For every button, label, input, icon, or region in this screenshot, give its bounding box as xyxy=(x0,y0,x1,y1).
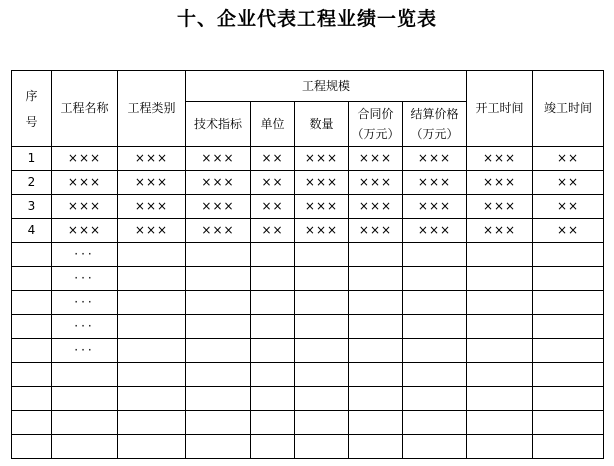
contract-price-cell xyxy=(349,411,403,435)
project-name-cell: ××× xyxy=(52,147,118,171)
quantity-cell: ××× xyxy=(295,147,349,171)
table-row xyxy=(12,267,604,291)
table-row xyxy=(12,387,604,411)
header-row-top xyxy=(12,71,604,102)
unit-cell xyxy=(251,411,295,435)
tech-index-cell: ××× xyxy=(186,195,251,219)
header-scale: 工程规模 xyxy=(186,71,467,102)
quantity-cell xyxy=(295,387,349,411)
quantity-cell: ××× xyxy=(295,219,349,243)
header-start-time: 开工时间 xyxy=(467,71,533,147)
table-row xyxy=(12,291,604,315)
header-project-name: 工程名称 xyxy=(52,71,118,147)
end-time-cell xyxy=(533,435,604,459)
project-type-cell xyxy=(118,339,186,363)
settle-price-cell xyxy=(403,243,467,267)
quantity-cell xyxy=(295,435,349,459)
settle-price-cell xyxy=(403,291,467,315)
quantity-cell xyxy=(295,363,349,387)
quantity-cell xyxy=(295,291,349,315)
settle-price-cell xyxy=(403,435,467,459)
project-name-cell xyxy=(52,387,118,411)
unit-cell xyxy=(251,339,295,363)
project-name-cell: ··· xyxy=(52,339,118,363)
end-time-cell: ×× xyxy=(533,195,604,219)
tech-index-cell: ××× xyxy=(186,147,251,171)
header-unit: 单位 xyxy=(251,102,295,147)
contract-price-cell xyxy=(349,363,403,387)
table-row xyxy=(12,171,604,195)
settle-price-cell xyxy=(403,387,467,411)
contract-price-cell xyxy=(349,267,403,291)
quantity-cell xyxy=(295,243,349,267)
header-project-type: 工程类别 xyxy=(118,71,186,147)
tech-index-cell xyxy=(186,315,251,339)
table-row xyxy=(12,243,604,267)
tech-index-cell xyxy=(186,411,251,435)
project-name-cell: ××× xyxy=(52,219,118,243)
unit-cell: ×× xyxy=(251,171,295,195)
unit-cell: ×× xyxy=(251,219,295,243)
contract-price-cell xyxy=(349,315,403,339)
project-type-cell xyxy=(118,363,186,387)
header-seq-bottom: 号 xyxy=(25,114,38,129)
project-type-cell xyxy=(118,387,186,411)
settle-price-cell xyxy=(403,315,467,339)
seq-cell xyxy=(12,435,52,459)
unit-cell xyxy=(251,243,295,267)
project-type-cell xyxy=(118,291,186,315)
end-time-cell xyxy=(533,243,604,267)
end-time-cell: ×× xyxy=(533,171,604,195)
project-name-cell xyxy=(52,411,118,435)
start-time-cell xyxy=(467,435,533,459)
start-time-cell xyxy=(467,315,533,339)
start-time-cell: ××× xyxy=(467,219,533,243)
tech-index-cell xyxy=(186,363,251,387)
settle-price-cell: ××× xyxy=(403,171,467,195)
header-seq xyxy=(12,71,52,147)
project-name-cell: ··· xyxy=(52,267,118,291)
seq-cell xyxy=(12,411,52,435)
project-name-cell: ××× xyxy=(52,171,118,195)
start-time-cell xyxy=(467,267,533,291)
tech-index-cell: ××× xyxy=(186,171,251,195)
tech-index-cell xyxy=(186,291,251,315)
project-name-cell xyxy=(52,363,118,387)
quantity-cell xyxy=(295,315,349,339)
contract-price-cell: ××× xyxy=(349,195,403,219)
project-type-cell xyxy=(118,435,186,459)
unit-cell xyxy=(251,315,295,339)
end-time-cell xyxy=(533,387,604,411)
seq-cell xyxy=(12,387,52,411)
settle-price-cell xyxy=(403,411,467,435)
project-type-cell xyxy=(118,315,186,339)
page-title: 十、企业代表工程业绩一览表 xyxy=(176,8,437,30)
unit-cell: ×× xyxy=(251,195,295,219)
start-time-cell xyxy=(467,411,533,435)
start-time-cell: ××× xyxy=(467,195,533,219)
project-type-cell: ××× xyxy=(118,195,186,219)
end-time-cell xyxy=(533,267,604,291)
quantity-cell: ××× xyxy=(295,171,349,195)
unit-cell xyxy=(251,387,295,411)
end-time-cell xyxy=(533,411,604,435)
project-name-cell xyxy=(52,435,118,459)
header-end-time: 竣工时间 xyxy=(533,71,604,147)
tech-index-cell xyxy=(186,435,251,459)
settle-price-cell: ××× xyxy=(403,195,467,219)
header-contract-price-label: 合同价 xyxy=(357,106,394,121)
unit-cell: ×× xyxy=(251,147,295,171)
table-row xyxy=(12,339,604,363)
end-time-cell xyxy=(533,291,604,315)
seq-cell xyxy=(12,339,52,363)
start-time-cell: ××× xyxy=(467,171,533,195)
end-time-cell xyxy=(533,363,604,387)
start-time-cell xyxy=(467,339,533,363)
project-type-cell xyxy=(118,411,186,435)
header-quantity: 数量 xyxy=(295,102,349,147)
quantity-cell: ××× xyxy=(295,195,349,219)
contract-price-cell xyxy=(349,435,403,459)
table-row xyxy=(12,411,604,435)
start-time-cell xyxy=(467,387,533,411)
end-time-cell xyxy=(533,339,604,363)
quantity-cell xyxy=(295,339,349,363)
seq-cell xyxy=(12,243,52,267)
header-settle-price-unit: （万元） xyxy=(410,127,459,141)
table-row xyxy=(12,363,604,387)
table-row xyxy=(12,195,604,219)
project-type-cell xyxy=(118,267,186,291)
seq-cell: 2 xyxy=(12,171,52,195)
settle-price-cell xyxy=(403,363,467,387)
contract-price-cell: ××× xyxy=(349,147,403,171)
tech-index-cell xyxy=(186,339,251,363)
header-contract-price-unit: （万元） xyxy=(351,127,400,141)
settle-price-cell: ××× xyxy=(403,219,467,243)
project-type-cell: ××× xyxy=(118,147,186,171)
tech-index-cell xyxy=(186,243,251,267)
project-name-cell: ××× xyxy=(52,195,118,219)
contract-price-cell xyxy=(349,243,403,267)
quantity-cell xyxy=(295,267,349,291)
unit-cell xyxy=(251,267,295,291)
tech-index-cell xyxy=(186,387,251,411)
seq-cell: 3 xyxy=(12,195,52,219)
seq-cell xyxy=(12,315,52,339)
seq-cell xyxy=(12,267,52,291)
contract-price-cell: ××× xyxy=(349,219,403,243)
seq-cell xyxy=(12,363,52,387)
start-time-cell xyxy=(467,291,533,315)
start-time-cell: ××× xyxy=(467,147,533,171)
unit-cell xyxy=(251,291,295,315)
project-name-cell: ··· xyxy=(52,315,118,339)
settle-price-cell: ××× xyxy=(403,147,467,171)
project-type-cell xyxy=(118,243,186,267)
end-time-cell: ×× xyxy=(533,147,604,171)
contract-price-cell: ××× xyxy=(349,171,403,195)
tech-index-cell: ××× xyxy=(186,219,251,243)
performance-table xyxy=(11,70,604,459)
start-time-cell xyxy=(467,243,533,267)
table-row xyxy=(12,147,604,171)
seq-cell xyxy=(12,291,52,315)
header-settle-price xyxy=(403,102,467,147)
header-tech-index: 技术指标 xyxy=(186,102,251,147)
contract-price-cell xyxy=(349,387,403,411)
quantity-cell xyxy=(295,411,349,435)
project-name-cell: ··· xyxy=(52,243,118,267)
unit-cell xyxy=(251,363,295,387)
header-settle-price-label: 结算价格 xyxy=(410,106,459,121)
contract-price-cell xyxy=(349,291,403,315)
table-row xyxy=(12,315,604,339)
table-row xyxy=(12,435,604,459)
seq-cell: 1 xyxy=(12,147,52,171)
unit-cell xyxy=(251,435,295,459)
settle-price-cell xyxy=(403,339,467,363)
header-seq-top: 序 xyxy=(25,88,38,103)
settle-price-cell xyxy=(403,267,467,291)
end-time-cell xyxy=(533,315,604,339)
end-time-cell: ×× xyxy=(533,219,604,243)
project-name-cell: ··· xyxy=(52,291,118,315)
seq-cell: 4 xyxy=(12,219,52,243)
project-type-cell: ××× xyxy=(118,219,186,243)
project-type-cell: ××× xyxy=(118,171,186,195)
contract-price-cell xyxy=(349,339,403,363)
table-row xyxy=(12,219,604,243)
start-time-cell xyxy=(467,363,533,387)
tech-index-cell xyxy=(186,267,251,291)
header-contract-price xyxy=(349,102,403,147)
